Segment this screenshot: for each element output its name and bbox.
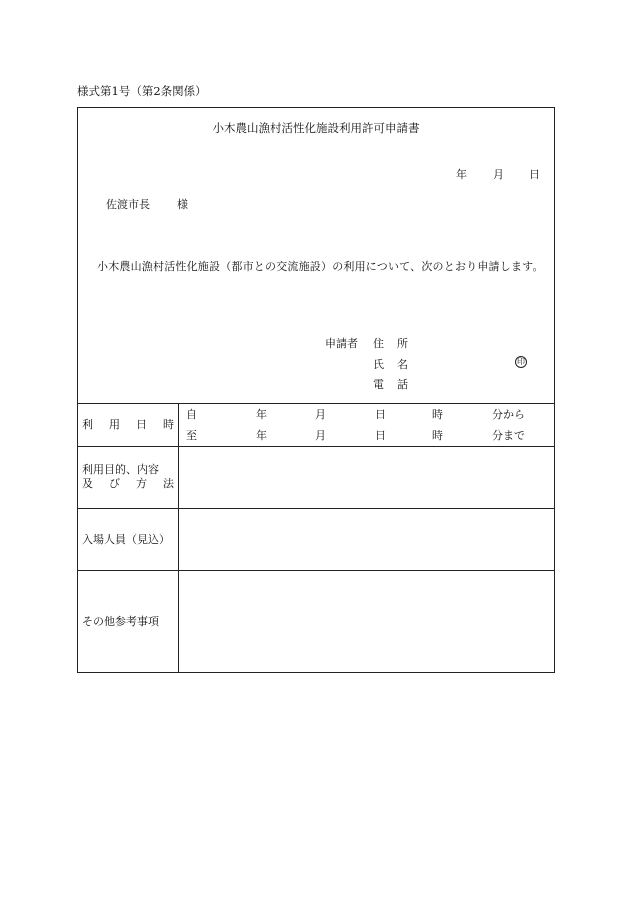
purpose-label-char-2: び [109, 477, 120, 490]
row-line-2 [78, 508, 554, 509]
from-year: 年 [256, 408, 267, 421]
from-hour: 時 [432, 408, 443, 421]
application-form [77, 107, 555, 673]
to-year: 年 [256, 429, 267, 442]
to-month: 月 [315, 429, 326, 442]
addressee-name: 佐渡市長 [106, 198, 150, 211]
attendance-label: 入場人員（見込） [82, 533, 170, 546]
name-label-2: 名 [397, 358, 408, 371]
usage-label-char-3: 日 [136, 418, 147, 431]
purpose-label [82, 463, 174, 491]
address-label-2: 所 [397, 337, 408, 350]
from-month: 月 [315, 408, 326, 421]
usage-label-char-4: 時 [163, 418, 174, 431]
date-year-label: 年 [456, 168, 467, 181]
usage-datetime-label [82, 419, 174, 430]
form-title: 小木農山漁村活性化施設利用許可申請書 [212, 121, 420, 135]
row-line-1 [78, 446, 554, 447]
table-top-line [78, 403, 554, 404]
seal-char: 印 [517, 357, 525, 366]
usage-label-char-2: 用 [109, 418, 120, 431]
phone-label-1: 電 [373, 378, 384, 391]
purpose-label-char-4: 法 [163, 477, 174, 490]
seal-mark [515, 356, 527, 368]
to-marker: 至 [186, 429, 197, 442]
phone-label-2: 話 [397, 378, 408, 391]
purpose-label-char-1: 及 [82, 477, 93, 490]
purpose-label-line-1: 利用目的、内容 [82, 463, 159, 476]
to-minute: 分まで [492, 429, 525, 442]
row-line-3 [78, 570, 554, 571]
date-day-label: 日 [529, 168, 540, 181]
form-number: 様式第1号（第2条関係） [77, 84, 207, 98]
addressee-honorific: 様 [177, 198, 188, 211]
purpose-label-char-3: 方 [136, 477, 147, 490]
address-label-1: 住 [373, 337, 384, 350]
name-label-1: 氏 [373, 358, 384, 371]
applicant-label: 申請者 [325, 337, 358, 350]
application-statement: 小木農山漁村活性化施設（都市との交流施設）の利用について、次のとおり申請します。 [97, 260, 544, 273]
other-notes-label: その他参考事項 [82, 615, 159, 628]
date-month-label: 月 [493, 168, 504, 181]
from-minute: 分から [492, 408, 525, 421]
purpose-label-line-2 [82, 477, 174, 491]
from-day: 日 [375, 408, 386, 421]
usage-label-char-1: 利 [82, 418, 93, 431]
to-day: 日 [375, 429, 386, 442]
to-hour: 時 [432, 429, 443, 442]
column-divider [178, 403, 179, 672]
from-marker: 自 [186, 408, 197, 421]
